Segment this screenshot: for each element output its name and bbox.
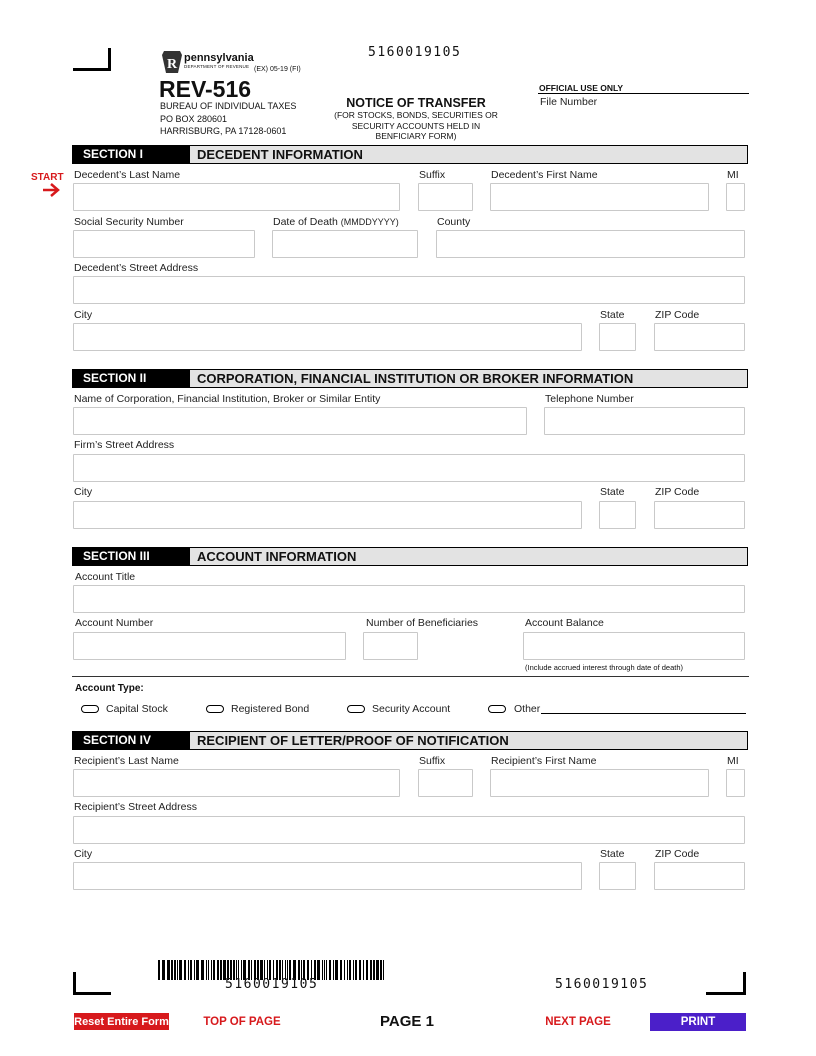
- barcode-bar: [158, 960, 160, 980]
- decedent-suffix-label: Suffix: [419, 169, 446, 181]
- decedent-street-label: Decedent’s Street Address: [74, 262, 199, 274]
- official-use-label: OFFICIAL USE ONLY: [539, 83, 624, 93]
- barcode-bar: [347, 960, 348, 980]
- ssn-field[interactable]: [73, 230, 255, 258]
- barcode-bar: [333, 960, 334, 980]
- county-field[interactable]: [436, 230, 745, 258]
- barcode-bar: [344, 960, 345, 980]
- account-type-label: Account Type:: [75, 683, 144, 694]
- svg-text:R: R: [166, 57, 178, 72]
- other-text-line[interactable]: [541, 713, 746, 714]
- county-label: County: [437, 216, 471, 228]
- recipient-city-field[interactable]: [73, 862, 582, 890]
- barcode-bar: [366, 960, 368, 980]
- capital-stock-label: Capital Stock: [106, 703, 168, 715]
- firm-state-field[interactable]: [599, 501, 636, 529]
- date-of-death-field[interactable]: [272, 230, 418, 258]
- security-account-label: Security Account: [372, 703, 451, 715]
- keystone-icon: [162, 51, 182, 73]
- recipient-suffix-label: Suffix: [419, 755, 446, 767]
- recipient-first-name-label: Recipient’s First Name: [491, 755, 597, 767]
- barcode-bar: [196, 960, 199, 980]
- decedent-zip-field[interactable]: [654, 323, 745, 351]
- decedent-street-field[interactable]: [73, 276, 745, 304]
- other-radio[interactable]: [488, 705, 506, 713]
- section-4-header: [72, 731, 748, 750]
- barcode-bar: [324, 960, 325, 980]
- decedent-last-name-field[interactable]: [73, 183, 400, 211]
- account-number-field[interactable]: [73, 632, 346, 660]
- decedent-first-name-field[interactable]: [490, 183, 709, 211]
- barcode-bar: [340, 960, 342, 980]
- bureau-line: HARRISBURG, PA 17128-0601: [160, 126, 287, 136]
- section-title: DECEDENT INFORMATION: [197, 147, 363, 162]
- account-balance-field[interactable]: [523, 632, 745, 660]
- firm-city-label: City: [74, 486, 93, 498]
- decedent-first-name-label: Decedent’s First Name: [491, 169, 598, 181]
- barcode-bar: [383, 960, 384, 980]
- section-title: RECIPIENT OF LETTER/PROOF OF NOTIFICATION: [197, 733, 509, 748]
- date-of-death-label: [273, 216, 399, 228]
- subtitle-line: (FOR STOCKS, BONDS, SECURITIES OR: [334, 110, 498, 120]
- form-subtitle: [316, 110, 516, 142]
- barcode-bar: [184, 960, 186, 980]
- section-number: SECTION I: [73, 146, 190, 163]
- section-number: SECTION IV: [73, 732, 190, 749]
- recipient-mi-label: MI: [727, 755, 739, 767]
- decedent-city-field[interactable]: [73, 323, 582, 351]
- beneficiaries-field[interactable]: [363, 632, 418, 660]
- recipient-street-label: Recipient’s Street Address: [74, 801, 197, 813]
- file-number-label: File Number: [540, 96, 598, 108]
- recipient-first-name-field[interactable]: [490, 769, 709, 797]
- date-format-hint: (MMDDYYYY): [340, 217, 399, 227]
- barcode-bar: [190, 960, 192, 980]
- recipient-state-field[interactable]: [599, 862, 636, 890]
- bureau-line: PO BOX 280601: [160, 113, 228, 124]
- form-code: REV-516: [159, 76, 252, 102]
- barcode-bar: [373, 960, 375, 980]
- top-of-page-link[interactable]: TOP OF PAGE: [203, 1016, 281, 1028]
- registration-mark-top-left: [73, 48, 111, 71]
- barcode-number: 5160019105: [225, 977, 319, 992]
- form-id-bottom: 5160019105: [555, 977, 649, 992]
- entity-name-label: Name of Corporation, Financial Institution, Broker or Similar Entity: [74, 393, 381, 405]
- subtitle-line: BENFICIARY FORM): [375, 131, 457, 141]
- barcode-bar: [201, 960, 204, 980]
- start-label: START: [31, 172, 64, 183]
- barcode-bar: [208, 960, 209, 980]
- recipient-last-name-field[interactable]: [73, 769, 400, 797]
- print-button[interactable]: PRINT: [650, 1013, 746, 1031]
- section-3-header: [72, 547, 748, 566]
- account-title-label: Account Title: [75, 571, 136, 583]
- barcode-bar: [335, 960, 338, 980]
- recipient-street-field[interactable]: [73, 816, 745, 844]
- barcode-bar: [179, 960, 182, 980]
- balance-note: (Include accrued interest through date of death): [525, 663, 684, 672]
- pa-logo: [160, 51, 320, 77]
- security-account-radio[interactable]: [347, 705, 365, 713]
- recipient-zip-field[interactable]: [654, 862, 745, 890]
- form-id-top: 5160019105: [368, 45, 462, 60]
- logo-name: pennsylvania: [184, 52, 254, 64]
- decedent-state-field[interactable]: [599, 323, 636, 351]
- section-title: ACCOUNT INFORMATION: [197, 549, 357, 564]
- decedent-mi-field[interactable]: [726, 183, 745, 211]
- barcode-bar: [167, 960, 170, 980]
- barcode-bar: [217, 960, 219, 980]
- reset-form-button[interactable]: Reset Entire Form: [74, 1013, 169, 1030]
- barcode-bar: [211, 960, 212, 980]
- ssn-label: Social Security Number: [74, 216, 184, 228]
- telephone-label: Telephone Number: [545, 393, 634, 405]
- capital-stock-radio[interactable]: [81, 705, 99, 713]
- decedent-suffix-field[interactable]: [418, 183, 473, 211]
- section-2-header: [72, 369, 748, 388]
- firm-city-field[interactable]: [73, 501, 582, 529]
- barcode-bar: [349, 960, 351, 980]
- recipient-last-name-label: Recipient’s Last Name: [74, 755, 179, 767]
- other-label: Other: [514, 703, 541, 715]
- recipient-suffix-field[interactable]: [418, 769, 473, 797]
- form-title: NOTICE OF TRANSFER: [346, 96, 486, 110]
- registration-mark-bottom-left: [73, 972, 111, 995]
- entity-name-field[interactable]: [73, 407, 527, 435]
- recipient-state-label: State: [600, 848, 625, 860]
- barcode-bar: [174, 960, 176, 980]
- recipient-city-label: City: [74, 848, 93, 860]
- account-balance-label: Account Balance: [525, 617, 604, 629]
- subtitle-line: SECURITY ACCOUNTS HELD IN: [351, 120, 481, 131]
- barcode-bar: [220, 960, 222, 980]
- decedent-state-label: State: [600, 309, 625, 321]
- barcode-bar: [326, 960, 327, 980]
- barcode-bar: [363, 960, 364, 980]
- form-version: (EX) 05-19 (FI): [254, 66, 301, 73]
- section-number: SECTION III: [73, 548, 190, 565]
- barcode-bar: [206, 960, 207, 980]
- firm-state-label: State: [600, 486, 625, 498]
- barcode-bar: [162, 960, 165, 980]
- decedent-mi-label: MI: [727, 169, 739, 181]
- barcode-bar: [359, 960, 361, 980]
- firm-zip-label: ZIP Code: [655, 486, 700, 498]
- barcode-bar: [370, 960, 372, 980]
- date-of-death-text: Date of Death: [273, 216, 338, 228]
- decedent-city-label: City: [74, 309, 93, 321]
- barcode-bar: [171, 960, 173, 980]
- official-use-line: [538, 93, 749, 94]
- registered-bond-radio[interactable]: [206, 705, 224, 713]
- barcode-bar: [355, 960, 357, 980]
- section-number: SECTION II: [73, 370, 190, 387]
- barcode-bar: [380, 960, 382, 980]
- decedent-last-name-label: Decedent’s Last Name: [74, 169, 181, 181]
- firm-zip-field[interactable]: [654, 501, 745, 529]
- section-title: CORPORATION, FINANCIAL INSTITUTION OR BROKER INFORMATION: [197, 371, 634, 386]
- registered-bond-label: Registered Bond: [231, 703, 310, 715]
- decedent-zip-label: ZIP Code: [655, 309, 700, 321]
- barcode-bar: [194, 960, 195, 980]
- logo-dept: DEPARTMENT OF REVENUE: [184, 64, 250, 69]
- firm-street-label: Firm’s Street Address: [74, 439, 175, 451]
- barcode-bar: [213, 960, 215, 980]
- account-number-label: Account Number: [75, 617, 154, 629]
- start-arrow-icon: [42, 183, 62, 197]
- section-1-header: [72, 145, 748, 164]
- beneficiaries-label: Number of Beneficiaries: [366, 617, 479, 629]
- next-page-link[interactable]: NEXT PAGE: [545, 1016, 611, 1028]
- recipient-mi-field[interactable]: [726, 769, 745, 797]
- bureau-address: [160, 100, 296, 138]
- barcode-bar: [188, 960, 189, 980]
- telephone-field[interactable]: [544, 407, 745, 435]
- bureau-line: BUREAU OF INDIVIDUAL TAXES: [160, 101, 297, 111]
- page-number: PAGE 1: [380, 1013, 434, 1030]
- account-type-divider: [72, 676, 749, 677]
- barcode-bar: [353, 960, 354, 980]
- registration-mark-bottom-right: [706, 972, 746, 995]
- barcode-bar: [376, 960, 379, 980]
- firm-street-field[interactable]: [73, 454, 745, 482]
- barcode-bar: [322, 960, 323, 980]
- recipient-zip-label: ZIP Code: [655, 848, 700, 860]
- barcode-bar: [177, 960, 178, 980]
- barcode-bar: [329, 960, 331, 980]
- account-title-field[interactable]: [73, 585, 745, 613]
